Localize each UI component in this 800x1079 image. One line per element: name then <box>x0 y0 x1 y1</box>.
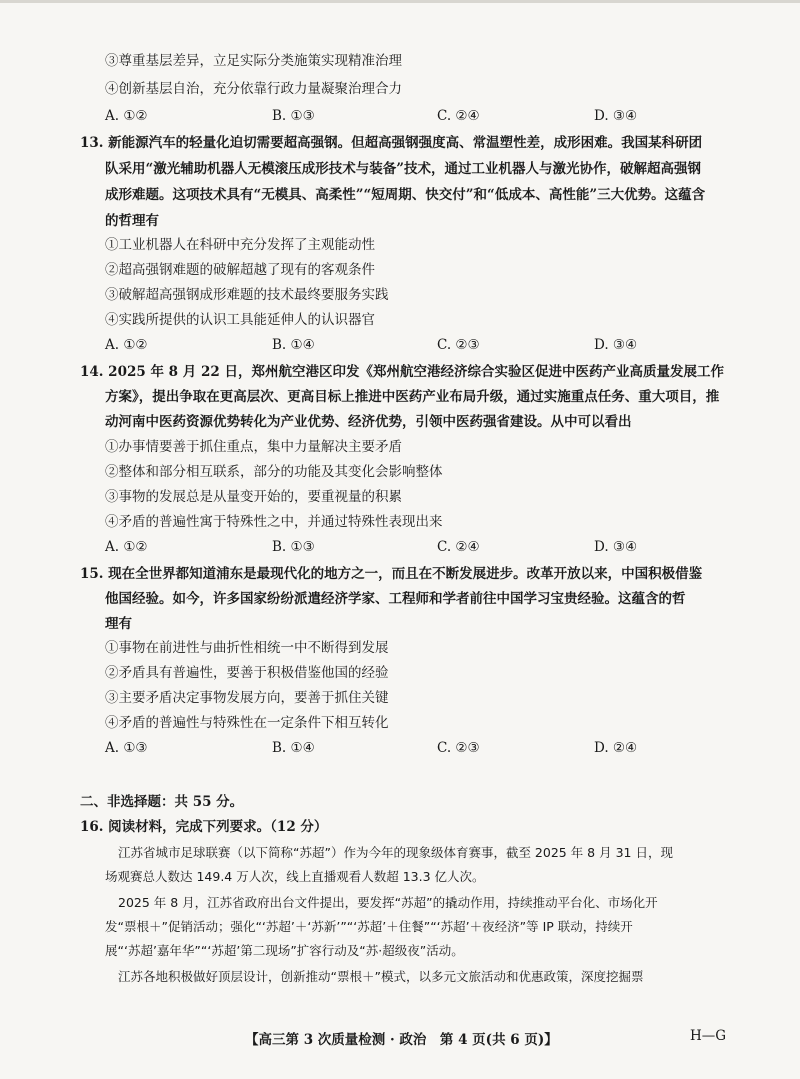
q16-material-p3-line-1: 江苏各地积极做好顶层设计，创新推动“票根＋”模式，以多元文旅活动和优惠政策，深度挖掘票 <box>118 969 644 984</box>
q14-statement-2: ②整体和部分相互联系，部分的功能及其变化会影响整体 <box>105 464 443 480</box>
q13-stem-line-1: 13. 新能源汽车的轻量化迫切需要超高强钢。但超高强钢强度高、常温塑性差，成形困难。我国某科研团 <box>80 135 703 151</box>
q15-statement-3: ③主要矛盾决定事物发展方向，要善于抓住关键 <box>105 690 389 706</box>
q13-statement-4: ④实践所提供的认识工具能延伸人的认识器官 <box>105 312 375 328</box>
page-footer: 【高三第 3 次质量检测 · 政治 第 4 页(共 6 页)】 <box>245 1032 558 1048</box>
q14-option-b: B. ①③ <box>272 539 315 555</box>
q12-option-d: D. ③④ <box>594 108 638 124</box>
q13-option-c: C. ②③ <box>437 337 480 353</box>
q14-option-c: C. ②④ <box>437 539 480 555</box>
q12-statement-3: ③尊重基层差异，立足实际分类施策实现精准治理 <box>105 53 402 69</box>
q15-stem-line-2: 他国经验。如今，许多国家纷纷派遣经济学家、工程师和学者前往中国学习宝贵经验。这蕴含的哲 <box>105 591 686 607</box>
q12-option-a: A. ①② <box>105 108 148 124</box>
q13-option-d: D. ③④ <box>594 337 638 353</box>
q16-material-p2-line-2: 发“票根＋”促销活动；强化“‘苏超’＋‘苏新’”“‘苏超’＋住餐”“‘苏超’＋夜经济”等 IP 联动，持续开 <box>105 919 633 934</box>
q13-option-b: B. ①④ <box>272 337 315 353</box>
q13-statement-1: ①工业机器人在科研中充分发挥了主观能动性 <box>105 237 375 253</box>
q13-option-a: A. ①② <box>105 337 148 353</box>
q12-statement-4: ④创新基层自治，充分依靠行政力量凝聚治理合力 <box>105 81 402 97</box>
q16-material-p2-line-3: 展“‘苏超’嘉年华”“‘苏超’第二现场”扩容行动及“苏·超级夜”活动。 <box>105 943 464 958</box>
q15-statement-1: ①事物在前进性与曲折性相统一中不断得到发展 <box>105 640 389 656</box>
q13-stem-line-3: 成形难题。这项技术具有“无模具、高柔性”“短周期、快交付”和“低成本、高性能”三大优势。这蕴含 <box>105 187 706 203</box>
q13-statement-3: ③破解超高强钢成形难题的技术最终要服务实践 <box>105 287 389 303</box>
q15-stem-line-1: 15. 现在全世界都知道浦东是最现代化的地方之一，而且在不断发展进步。改革开放以来，中国积极借鉴 <box>80 566 703 582</box>
q14-statement-4: ④矛盾的普遍性寓于特殊性之中，并通过特殊性表现出来 <box>105 514 443 530</box>
q15-option-d: D. ②④ <box>594 740 638 756</box>
q16-material-p1-line-1: 江苏省城市足球联赛（以下简称“苏超”）作为今年的现象级体育赛事，截至 2025 年 8 月 31 日，现 <box>118 845 673 860</box>
q15-option-c: C. ②③ <box>437 740 480 756</box>
q16-material-p2-line-1: 2025 年 8 月，江苏省政府出台文件提出，要发挥“苏超”的撬动作用，持续推动平台化、市场化开 <box>118 895 658 910</box>
q15-option-b: B. ①④ <box>272 740 315 756</box>
q14-option-d: D. ③④ <box>594 539 638 555</box>
q12-option-c: C. ②④ <box>437 108 480 124</box>
q14-stem-line-2: 方案》，提出争取在更高层次、更高目标上推进中医药产业布局升级，通过实施重点任务、重大项目，推 <box>105 389 720 405</box>
paper-code: H—G <box>690 1028 727 1044</box>
q13-stem-line-2: 队采用“激光辅助机器人无模滚压成形技术与装备”技术，通过工业机器人与激光协作，破解超高强钢 <box>105 161 702 177</box>
q14-stem-line-1: 14. 2025 年 8 月 22 日，郑州航空港区印发《郑州航空港经济综合实验区促进中医药产业高质量发展工作 <box>80 364 724 380</box>
scan-edge <box>0 0 800 3</box>
q13-stem-line-4: 的哲理有 <box>105 213 159 229</box>
q14-statement-3: ③事物的发展总是从量变开始的，要重视量的积累 <box>105 489 402 505</box>
q16-stem: 16. 阅读材料，完成下列要求。（12 分） <box>80 819 328 835</box>
q14-option-a: A. ①② <box>105 539 148 555</box>
q14-stem-line-3: 动河南中医药资源优势转化为产业优势、经济优势，引领中医药强省建设。从中可以看出 <box>105 414 632 430</box>
q15-stem-line-3: 理有 <box>105 616 132 632</box>
q12-option-b: B. ①③ <box>272 108 315 124</box>
q16-material-p1-line-2: 场观赛总人数达 149.4 万人次，线上直播观看人数超 13.3 亿人次。 <box>105 869 485 884</box>
q15-option-a: A. ①③ <box>105 740 148 756</box>
q14-statement-1: ①办事情要善于抓住重点，集中力量解决主要矛盾 <box>105 439 402 455</box>
section-heading: 二、非选择题：共 55 分。 <box>80 794 244 810</box>
q13-statement-2: ②超高强钢难题的破解超越了现有的客观条件 <box>105 262 375 278</box>
q15-statement-2: ②矛盾具有普遍性，要善于积极借鉴他国的经验 <box>105 665 389 681</box>
q15-statement-4: ④矛盾的普遍性与特殊性在一定条件下相互转化 <box>105 715 389 731</box>
